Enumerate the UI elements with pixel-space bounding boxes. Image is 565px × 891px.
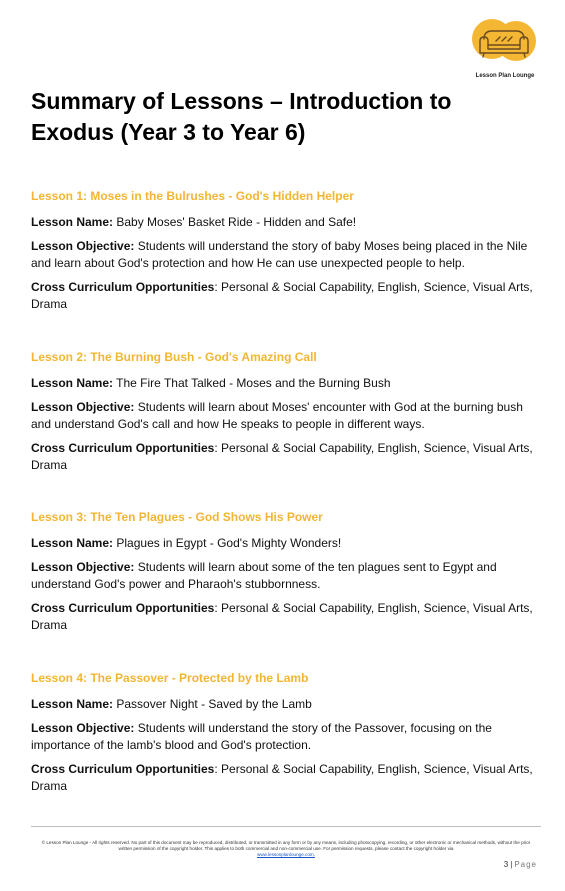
lesson-name-label: Lesson Name: (31, 215, 114, 229)
lesson-cross-curriculum (31, 600, 536, 634)
lesson-objective-label: Lesson Objective: (31, 239, 135, 253)
lesson-cross-curriculum (31, 279, 536, 313)
brand-logo (470, 15, 540, 79)
page-number-value: 3 (503, 860, 509, 869)
lesson-objective (31, 399, 536, 433)
lesson-name-value: Plagues in Egypt - God's Mighty Wonders! (116, 536, 342, 550)
lesson-name (31, 535, 536, 552)
footer-divider (31, 826, 541, 827)
cross-curriculum-value: : Personal & Social Capability, English, Science, Visual Arts, Drama (31, 441, 533, 472)
lesson-section-2 (31, 349, 536, 481)
lesson-cross-curriculum (31, 761, 536, 795)
lesson-section-4 (31, 670, 536, 802)
lesson-objective-label: Lesson Objective: (31, 560, 135, 574)
copyright-notice: © Lesson Plan Lounge - All rights reserved. No part of this document may be reproduced, distributed, or transmitted in any form or by any means, including photocopying, recording, or other electronic or mechanical methods, without the prior written permission of the copyright holder. This applies to both commercial and non-commercial use. For permission requests, please contact the copyright holder via (41, 840, 531, 851)
lesson-name-label: Lesson Name: (31, 376, 114, 390)
lesson-objective-label: Lesson Objective: (31, 400, 135, 414)
lesson-objective (31, 720, 536, 754)
lesson-objective (31, 238, 536, 272)
lesson-objective-value: Students will learn about some of the ten plagues sent to Egypt and understand God's power and Pharaoh's stubbornness. (31, 560, 497, 591)
lesson-section-3 (31, 509, 536, 641)
cross-curriculum-value: : Personal & Social Capability, English, Science, Visual Arts, Drama (31, 601, 533, 632)
lesson-objective-label: Lesson Objective: (31, 721, 135, 735)
lesson-name (31, 375, 536, 392)
lesson-name-value: Baby Moses' Basket Ride - Hidden and Safe! (116, 215, 357, 229)
footer-copyright (36, 840, 536, 858)
cross-curriculum-label: Cross Curriculum Opportunities (31, 762, 215, 776)
lesson-heading: Lesson 2: The Burning Bush - God's Amazing Call (31, 350, 317, 364)
lesson-name-value: Passover Night - Saved by the Lamb (116, 697, 312, 711)
logo-wordmark: Lesson Plan Lounge (475, 73, 535, 79)
lesson-objective-value: Students will learn about Moses' encounter with God at the burning bush and understand God's call and how He speaks to people in different ways. (31, 400, 523, 431)
page-separator: | (510, 860, 513, 869)
lesson-heading: Lesson 4: The Passover - Protected by the Lamb (31, 671, 309, 685)
cross-curriculum-label: Cross Curriculum Opportunities (31, 601, 215, 615)
cross-curriculum-value: : Personal & Social Capability, English, Science, Visual Arts, Drama (31, 762, 533, 793)
cross-curriculum-label: Cross Curriculum Opportunities (31, 441, 215, 455)
page-number (504, 860, 537, 869)
lesson-objective-value: Students will understand the story of baby Moses being placed in the Nile and learn about God's protection and how He can use unexpected people to help. (31, 239, 528, 270)
lesson-name (31, 214, 536, 231)
page-title: Summary of Lessons – Introduction to Exodus (Year 3 to Year 6) (31, 88, 452, 145)
cross-curriculum-value: : Personal & Social Capability, English, Science, Visual Arts, Drama (31, 280, 533, 311)
cross-curriculum-label: Cross Curriculum Opportunities (31, 280, 215, 294)
lesson-name-label: Lesson Name: (31, 536, 114, 550)
lesson-heading: Lesson 1: Moses in the Bulrushes - God's Hidden Helper (31, 189, 354, 203)
lesson-cross-curriculum (31, 440, 536, 474)
lesson-name (31, 696, 536, 713)
page-label: Page (514, 860, 537, 869)
lesson-section-1 (31, 188, 536, 320)
lesson-objective-value: Students will understand the story of the Passover, focusing on the importance of the lamb's blood and God's protection. (31, 721, 492, 752)
lesson-name-value: The Fire That Talked - Moses and the Burning Bush (116, 376, 391, 390)
lounge-chair-icon (470, 15, 540, 71)
website-link[interactable]: www.lessonplanlounge.com. (257, 852, 315, 857)
lesson-heading: Lesson 3: The Ten Plagues - God Shows His Power (31, 510, 323, 524)
lesson-name-label: Lesson Name: (31, 697, 114, 711)
lesson-objective (31, 559, 536, 593)
